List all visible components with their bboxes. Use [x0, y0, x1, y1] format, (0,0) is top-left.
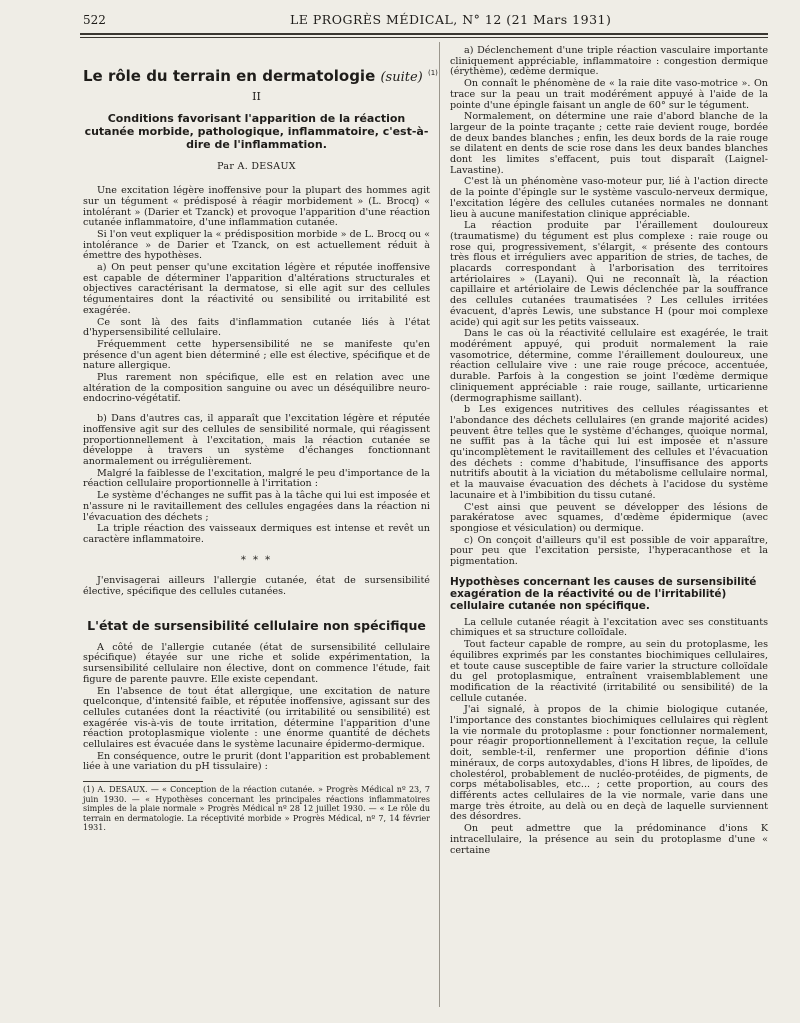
footnote: (1) A. DESAUX. — « Conception de la réaction cutanée. » Progrès Médical nº 23, 7 juin 1930. — « Hypothèses concernant les principales réactions inflammatoires simples de la plaie normale » Progrès Médical nº 28 12 juillet 1930. — « Le rôle du terrain en dermatologie. La réceptivité morbide » Progrès Médical, nº 7, 14 février 1931. — [83, 785, 430, 833]
paragraph: A côté de l'allergie cutanée (état de sursensibilité cellulaire spécifique) étayée sur une riche et solide expérimentation, la sursensibilité cellulaire non élective, dont on commence l'étude, fait figure de parente pauvre. Elle existe cependant. — [83, 641, 430, 685]
article-title-note: (1) — [427, 69, 438, 77]
paragraph: Le système d'échanges ne suffit pas à la tâche qui lui est imposée et n'assure ni le ravitaillement des cellules engagées dans la réaction ni l'évacuation des déchets ; — [83, 490, 430, 523]
paragraph: Fréquemment cette hypersensibilité ne se manifeste qu'en présence d'un agent bien déterminé ; elle est élective, spécifique et de nature allergique. — [83, 338, 430, 372]
paragraph: On peut admettre que la prédominance d'ions K intracellulaire, la présence au sein du protoplasme d'une « certaine — [450, 823, 768, 856]
paragraph: En conséquence, outre le prurit (dont l'apparition est probablement liée à une variation du pH tissulaire) : — [83, 750, 430, 773]
hypothesis-title: Hypothèses concernant les causes de sursensibilité exagération de la réactivité ou de l'irritabilité) cellulaire cutanée non spécifique. — [450, 575, 757, 612]
paragraph: La triple réaction des vaisseaux dermiques est intense et revêt un caractère inflammatoire. — [83, 523, 430, 545]
paragraph: En l'absence de tout état allergique, une excitation de nature quelconque, d'intensité faible, et réputée inoffensive, agissant sur des cellules cutanées dont la réactivité (ou irritabilité ou sensibilité) est exagérée vis-à-vis de toute irritation, détermine l'apparition d'une réaction protoplasmique violente : une énorme quantité de déchets cellulaires est évacuée dans le système lacunaire épidermo-dermique. — [83, 685, 430, 751]
paragraph: Si l'on veut expliquer la « prédisposition morbide » de L. Brocq ou « intolérance » de Darier et Tzanck, on est actuellement réduit à émettre des hypothèses. — [83, 228, 430, 262]
paragraph: C'est ainsi que peuvent se développer des lésions de parakératose avec squames, d'œdème épidermique (avec spongiose et vésiculation) ou dermique. — [450, 501, 768, 534]
page-number: 522 — [83, 13, 106, 27]
paragraph: a) On peut penser qu'une excitation légère et réputée inoffensive est capable de déterminer l'apparition d'altérations structurales et objectives caractérisant la dermatose, si elle agit sur des cellules tégumentaires dont la réactivité ou sensibilité ou irritabilité est exagérée. — [83, 262, 430, 316]
paragraph: Malgré la faiblesse de l'excitation, malgré le peu d'importance de la réaction cellulaire proportionnelle à l'irritation : — [83, 467, 430, 490]
section-stars: * * * — [240, 554, 273, 566]
paragraph: Dans le cas où la réactivité cellulaire est exagérée, le trait modérément appuyé, qui produit normalement la raie vasomotrice, détermine, comme l'éraillement douloureux, une réaction cellulaire vive : une raie rouge précoce, accentuée, durable. Parfois à la congestion se joint l'œdème dermique cliniquement appréciable : raie rouge, saillante, urticarienne (dermographisme saillant). — [450, 328, 768, 404]
header-rule — [80, 33, 768, 35]
part-number: II — [252, 89, 261, 103]
paragraph: Tout facteur capable de rompre, au sein du protoplasme, les équilibres exprimés par les constantes biochimiques cellulaires, et toute cause susceptible de faire varier la structure colloïdale du gel protoplasmique, entraînent vraisemblablement une modification de la réactivité (irritabilité ou sensibilité) de la cellule cutanée. — [450, 639, 768, 704]
byline: Par A. DESAUX — [217, 161, 296, 173]
left-column — [83, 46, 438, 834]
paragraph: Plus rarement non spécifique, elle est en relation avec une altération de la composition sanguine ou avec un déséquilibre neuro-endocrino-végétatif. — [83, 372, 430, 405]
article-title-text: Le rôle du terrain en dermatologie — [83, 67, 376, 85]
article-subtitle: Conditions favorisant l'apparition de la réaction cutanée morbide, pathologique, inflammatoire, c'est-à-dire de l'inflammation. — [84, 112, 429, 152]
right-column — [450, 46, 768, 857]
paragraph: c) On conçoit d'ailleurs qu'il est possible de voir apparaître, pour peu que l'excitation persiste, l'hyperacanthose et la pigmentation. — [450, 534, 768, 568]
section-title: L'état de sursensibilité cellulaire non spécifique — [87, 617, 426, 633]
paragraph: C'est là un phénomène vaso-moteur pur, lié à l'action directe de la pointe d'épingle sur le système vasculo-nerveux dermique, l'excitation légère des cellules cutanées normales ne donnant lieu à aucune manifestation clinique appréciable. — [450, 176, 768, 220]
paragraph: Ce sont là des faits d'inflammation cutanée liés à l'état d'hypersensibilité cellulaire. — [83, 316, 430, 339]
paragraph: b) Dans d'autres cas, il apparaît que l'excitation légère et réputée inoffensive agit sur des cellules de sensibilité normale, qui réagissent proportionnellement à l'excitation, mais la réaction cutanée se développe à travers un système d'échanges fonctionnant anormalement ou irrégulièrement. — [83, 413, 430, 467]
article-title — [83, 67, 438, 85]
paragraph: b Les exigences nutritives des cellules réagissantes et l'abondance des déchets cellulaires (en grande majorité acides) peuvent être telles que le système d'échanges, quoique normal, ne suffit pas à la tâche qui lui est imposée et n'assure qu'incomplètement le ravitaillement des cellules et l'évacuation des déchets : comme d'habitude, l'insuffisance des apports nutritifs aboutit à la viciation du métabolisme cellulaire normal, et la mauvaise évacuation des déchets à l'acidose du système lacunaire et à l'imbibition du tissu cutané. — [450, 404, 768, 501]
allergy-note: J'envisagerai ailleurs l'allergie cutanée, état de sursensibilité élective, spécifique des cellules cutanées. — [83, 575, 430, 598]
column-separator — [439, 42, 440, 1007]
paragraph: La cellule cutanée réagit à l'excitation avec ses constituants chimiques et sa structure colloïdale. — [450, 616, 768, 639]
paragraph: a) Déclenchement d'une triple réaction vasculaire importante cliniquement appréciable, inflammatoire : congestion dermique (érythème), œdème dermique. — [450, 45, 768, 78]
footnote-rule — [83, 781, 203, 782]
article-title-suite: (suite) — [380, 70, 423, 85]
running-head: LE PROGRÈS MÉDICAL, N° 12 (21 Mars 1931) — [290, 12, 612, 27]
paragraph: Une excitation légère inoffensive pour la plupart des hommes agit sur un tégument « prédisposé à réagir morbidement » (L. Brocq) « intolérant » (Darier et Tzanck) et provoque l'apparition d'une réaction cutanée inflammatoire, d'une inflammation cutanée. — [83, 185, 430, 229]
paragraph: Normalement, on détermine une raie d'abord blanche de la largeur de la pointe traçante ; cette raie devient rouge, bordée de deux bandes blanches ; enfin, les deux bords de la raie rouge se dilatent en dents de scie rose dans les deux bandes blanches dont les limites s'effacent, puis tout disparaît (Laignel-Lavastine). — [450, 111, 768, 176]
paragraph: J'ai signalé, à propos de la chimie biologique cutanée, l'importance des constantes biochimiques cellulaires qui règlent la vie normale du protoplasme : pour fonctionner normalement, pour réagir proportionnellement à l'excitation reçue, la cellule doit, semble-t-il, renfermer une proportion définie d'ions minéraux, de corps autoxydables, d'ions H libres, de lipoïdes, de cholestérol, probablement de nucléo-protéides, de pigments, de corps métabolisables, etc... ; cette proportion, au cours des différents actes cellulaires de la vie normale, varie dans une marge très étroite, au delà ou en deçà de laquelle surviennent des désordres. — [450, 704, 768, 823]
header-rule-thin — [80, 37, 768, 38]
paragraph: La réaction produite par l'éraillement douloureux (traumatisme) du tégument est plus complexe : raie rouge ou rose qui, progressivement, s'élargit, « présente des contours très flous et irréguliers avec apparition de stries, de taches, de placards correspondant à l'arborisation des territoires artériolaires » (Layani). Qui ne reconnaît là, la réaction capillaire et artériolaire de Lewis déclenchée par la souffrance des cellules cutanées traumatisées ? Les cellules irritées évacuent, d'après Lewis, une substance H (pour moi complexe acide) qui agit sur les petits vaisseaux. — [450, 220, 768, 328]
paragraph: On connaît le phénomène de « la raie dite vaso-motrice ». On trace sur la peau un trait modérément appuyé à l'aide de la pointe d'une épingle faisant un angle de 60° sur le tégument. — [450, 78, 768, 111]
